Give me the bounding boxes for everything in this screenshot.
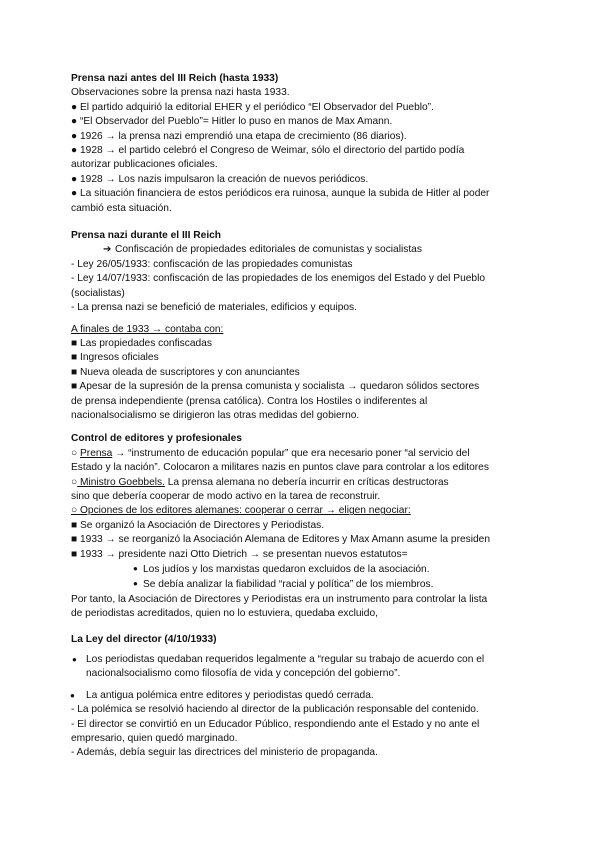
sub-bullet-text: Se debía analizar la fiabilidad “racial y política” de los miembros. bbox=[143, 579, 434, 591]
bullet-icon: ● bbox=[133, 579, 138, 589]
bullet-line: ● 1926 → la prensa nazi emprendió una etapa de crecimiento (86 diarios). bbox=[71, 130, 407, 142]
law-line: - Ley 26/05/1933: confiscación de las propiedades comunistas bbox=[71, 258, 353, 270]
body-line: (socialistas) bbox=[71, 287, 125, 299]
square-bullet-line: ■ Se organizó la Asociación de Directores y Periodistas. bbox=[71, 519, 325, 531]
body-line: Por tanto, la Asociación de Directores y Periodistas era un instrumento para controlar la lista bbox=[71, 593, 488, 605]
sub-bullet-text: Los judíos y los marxistas quedaron excluidos de la asociación. bbox=[143, 564, 430, 575]
bullet-icon: ● bbox=[72, 655, 77, 665]
law-line: - Ley 14/07/1933: confiscación de las propiedades de los enemigos del Estado y del Pueblo bbox=[71, 273, 486, 285]
ministro-label: Ministro Goebbels. bbox=[77, 476, 165, 488]
bullet-icon: ● bbox=[70, 690, 75, 700]
bullet-line: ● La situación financiera de estos periódicos era ruinosa, aunque la subida de Hitler al poder bbox=[71, 188, 490, 200]
list-item bbox=[71, 689, 531, 703]
ministro-line bbox=[71, 476, 531, 490]
body-line: nacionalsocialismo se dirigieron las otras medidas del gobierno. bbox=[71, 409, 360, 421]
list-item bbox=[71, 653, 531, 682]
circle-icon: ○ bbox=[71, 447, 78, 459]
bullet-icon: ● bbox=[133, 564, 138, 573]
arrow-icon: ➔ bbox=[103, 244, 112, 256]
square-bullet-line: ■ 1933 → presidente nazi Otto Dietrich → se presentan nuevos estatutos= bbox=[71, 548, 408, 560]
body-line: Estado y la nación”. Colocaron a militares nazis en puntos clave para controlar a los editores bbox=[71, 462, 489, 474]
circle-icon: ○ bbox=[71, 476, 78, 488]
square-bullet-line: ■ Las propiedades confiscadas bbox=[71, 337, 212, 349]
section-title-prensa-antes: Prensa nazi antes del III Reich (hasta 1933) bbox=[71, 73, 279, 84]
body-line: sino que debería cooperar de modo activo en la tarea de reconstruir. bbox=[71, 490, 381, 502]
section-title-prensa-durante: Prensa nazi durante el III Reich bbox=[71, 230, 222, 242]
body-line: de prensa independiente (prensa católica). Contra los Hostiles o indiferentes al bbox=[71, 395, 428, 407]
section-title-control: Control de editores y profesionales bbox=[71, 433, 242, 445]
bullet-line: ● “El Observador del Pueblo”= Hitler lo puso en manos de Max Amann. bbox=[71, 116, 393, 128]
document-content bbox=[71, 72, 531, 761]
bullet-list bbox=[71, 653, 531, 703]
body-line: empresario, quien quedó marginado. bbox=[71, 733, 238, 745]
body-line: autorizar publicaciones oficiales. bbox=[71, 159, 218, 171]
prensa-label: Prensa bbox=[80, 447, 113, 459]
square-bullet-line: ■ 1933 → se reorganizó la Asociación Alemana de Editores y Max Amann asume la presiden bbox=[71, 534, 490, 546]
list-item-text: La antigua polémica entre editores y periodistas quedó cerrada. bbox=[86, 689, 374, 701]
body-line: Observaciones sobre la prensa nazi hasta 1933. bbox=[71, 87, 290, 99]
arrow-item bbox=[71, 243, 531, 257]
body-line: cambió esta situación. bbox=[71, 202, 172, 214]
arrow-item-text: Confiscación de propiedades editoriales de comunistas y socialistas bbox=[115, 244, 422, 256]
section-title-ley-director: La Ley del director (4/10/1933) bbox=[71, 633, 217, 645]
bullet-line: ● El partido adquirió la editorial EHER y el periódico “El Observador del Pueblo”. bbox=[71, 101, 434, 113]
opciones-line: ○ Opciones de los editores alemanes: cooperar o cerrar → eligen negociar: bbox=[71, 505, 411, 517]
body-line: - Además, debía seguir las directrices del ministerio de propaganda. bbox=[71, 747, 378, 759]
square-bullet-line: ■ Nueva oleada de suscriptores y con anunciantes bbox=[71, 366, 300, 378]
square-bullet-line: ■ Ingresos oficiales bbox=[71, 352, 159, 364]
sub-bullet-line bbox=[71, 577, 531, 592]
body-line: - La polémica se resolvió haciendo al director de la publicación responsable del contenido. bbox=[71, 704, 479, 716]
square-bullet-line: ■ Apesar de la supresión de la prensa comunista y socialista → quedaron sólidos sectores bbox=[71, 381, 480, 393]
list-item-text: nacionalsocialismo como filosofía de vida y concepción del gobierno”. bbox=[86, 668, 401, 680]
sub-bullet-line bbox=[71, 562, 531, 577]
bullet-line: ● 1928 → el partido celebró el Congreso de Weimar, sólo el directorio del partido podía bbox=[71, 145, 465, 157]
subheading-finales-1933: A finales de 1933 → contaba con: bbox=[71, 323, 224, 335]
list-item-text: Los periodistas quedaban requeridos legalmente a “regular su trabajo de acuerdo con el bbox=[86, 654, 485, 666]
body-line: de periodistas acreditados, quien no lo estuviera, quedaba excluido, bbox=[71, 608, 378, 620]
ministro-text: La prensa alemana no debería incurrir en críticas destructoras bbox=[164, 476, 449, 488]
prensa-text: → “instrumento de educación popular” que era necesario poner “al servicio del bbox=[112, 447, 470, 459]
prensa-line bbox=[71, 447, 531, 461]
bullet-line: ● 1928 → Los nazis impulsaron la creación de nuevos periódicos. bbox=[71, 173, 369, 185]
body-line: - La prensa nazi se benefició de materiales, edificios y equipos. bbox=[71, 302, 357, 314]
body-line: - El director se convirtió en un Educador Público, respondiendo ante el Estado y no ante el bbox=[71, 718, 480, 730]
